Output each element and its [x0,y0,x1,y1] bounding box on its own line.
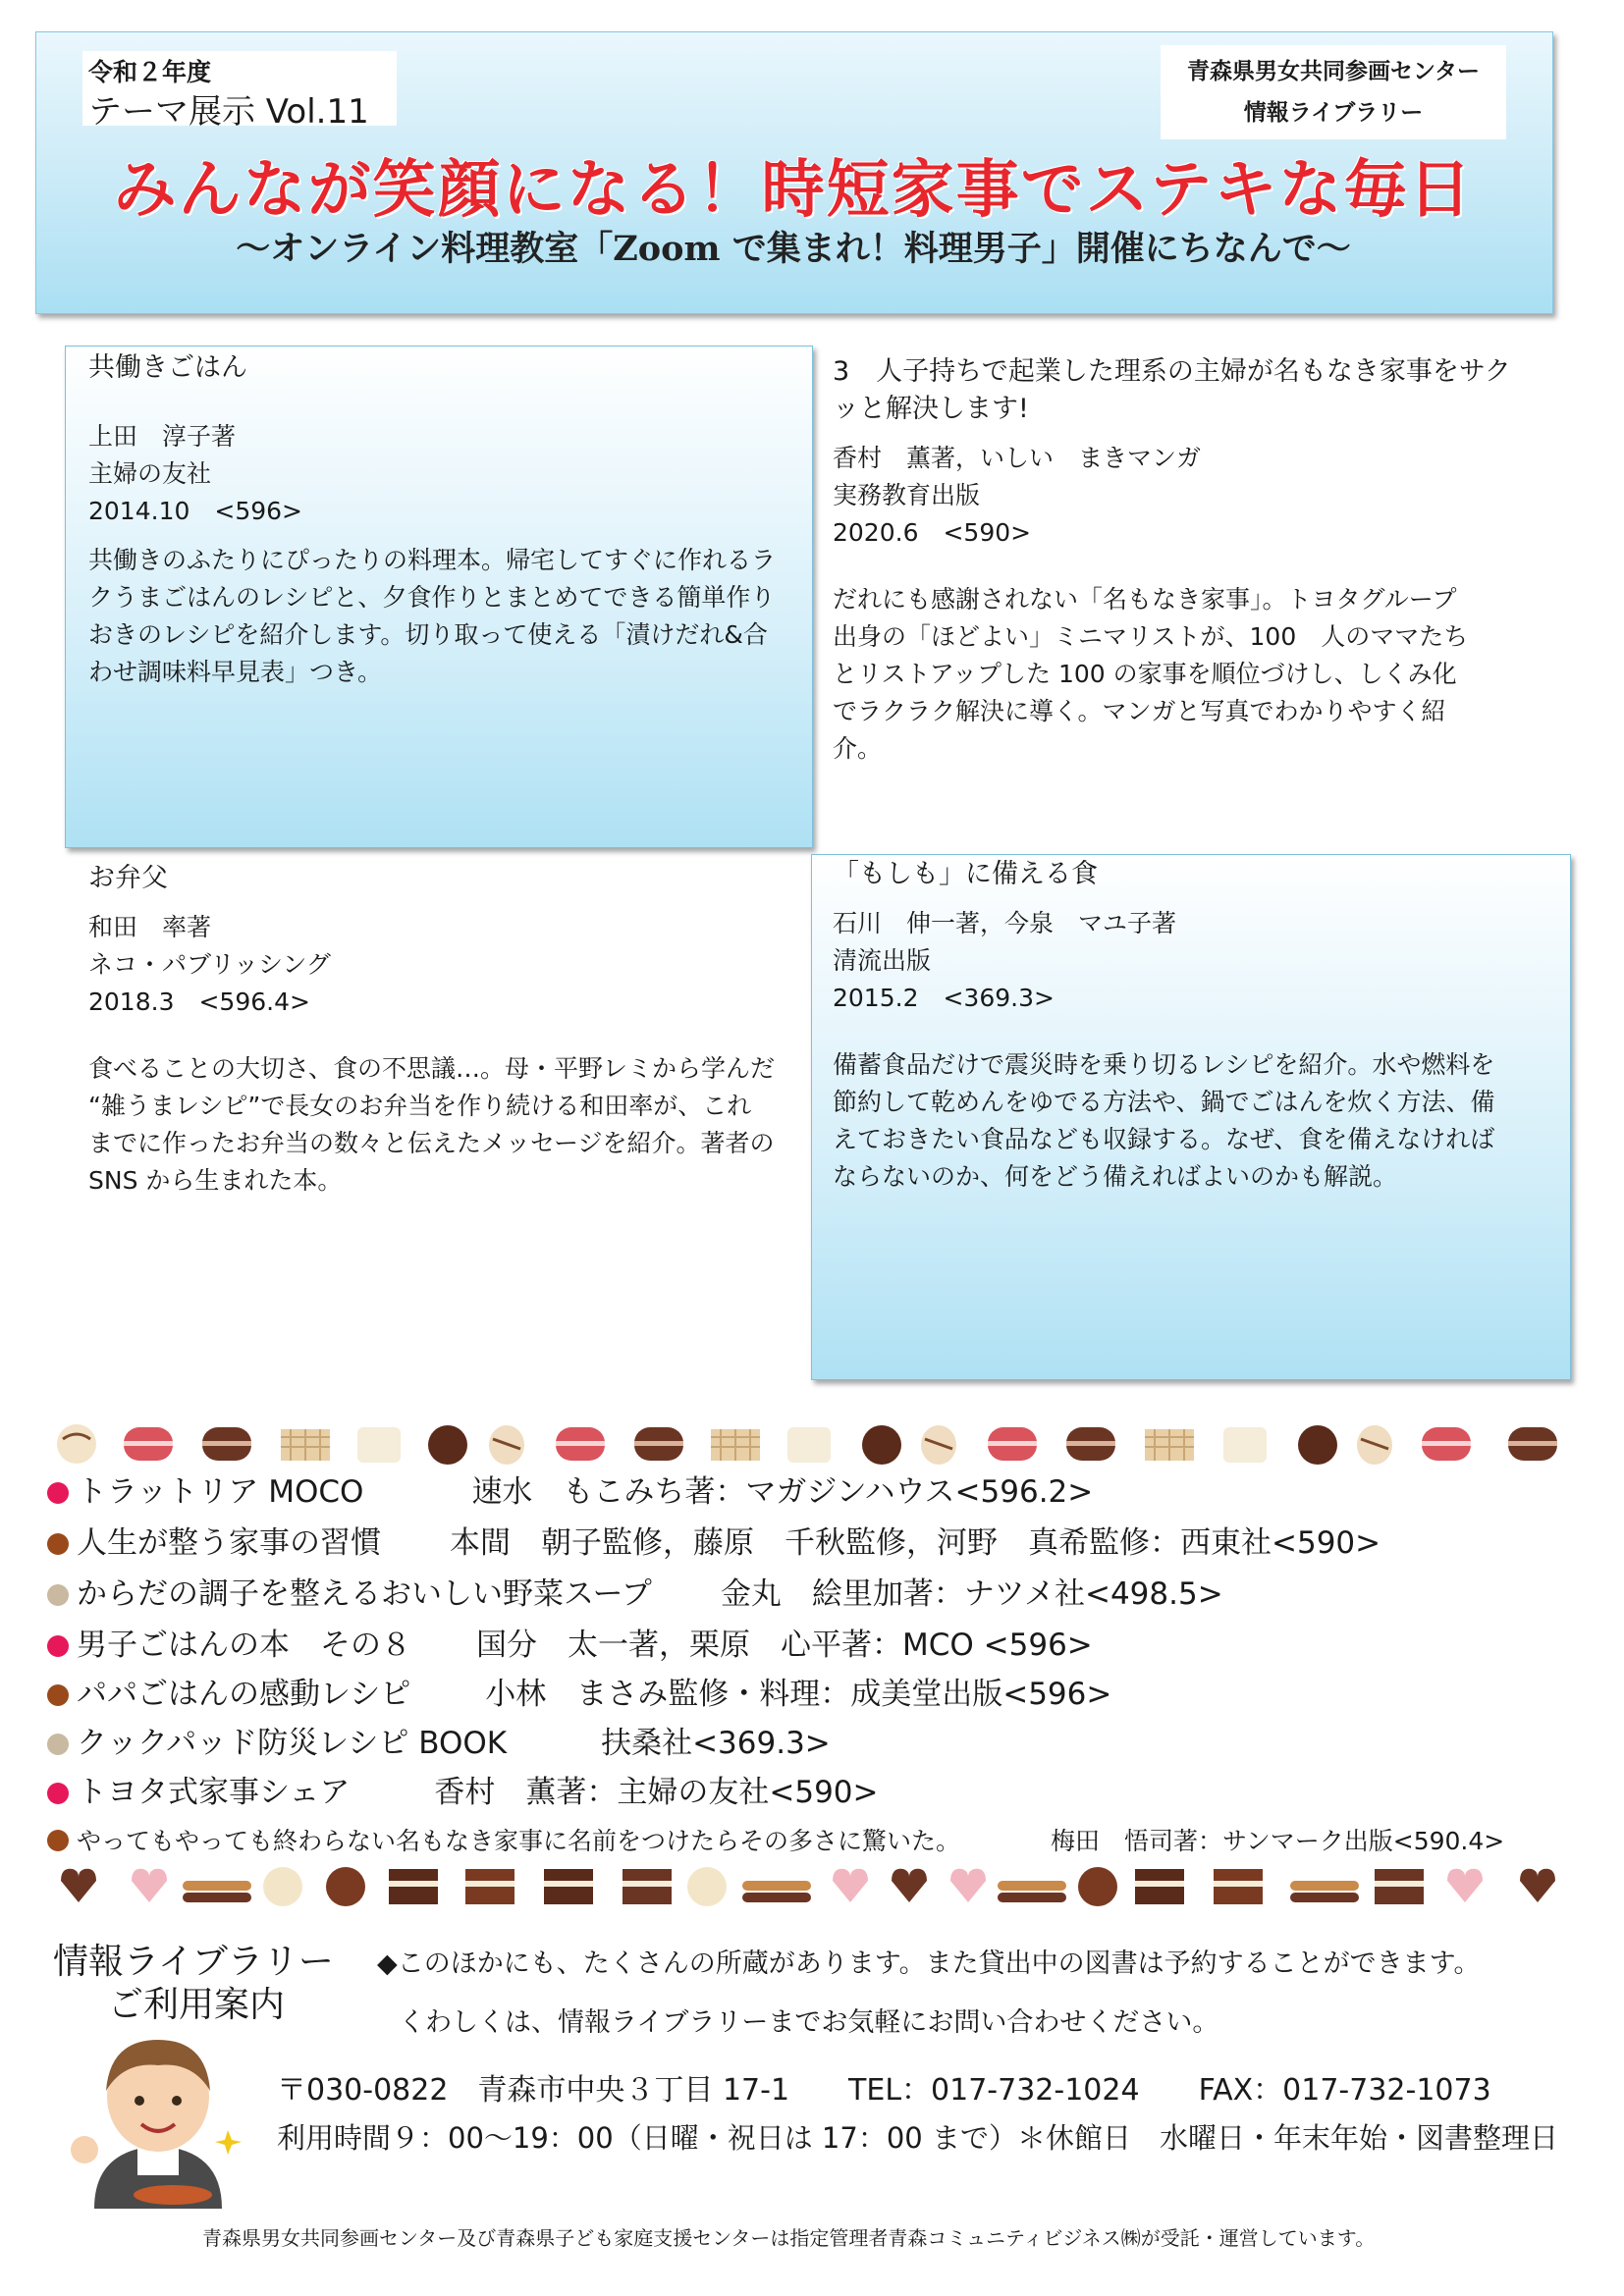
list-item [47,1569,1223,1613]
desc-line: とリストアップした 100 の家事を順位づけし、しくみ化 [833,660,1457,688]
book-author: 和田 率著 [88,913,212,941]
cake-slice-icon [465,1869,514,1904]
page-title: みんなが笑顔になる！時短家事でステキな毎日 [113,154,1474,227]
book-author: 香村 薫著，いしい まきマンガ [833,444,1202,472]
wafer-icon [711,1429,760,1461]
org-name: 青森県男女共同参画センター [1186,59,1481,84]
desc-line: でラクラク解決に導く。マンガと写真でわかりやすく紹 [833,697,1446,725]
holdings-note: ◆このほかにも、たくさんの所蔵があります。また貸出中の図書は予約することができます。 [377,1949,1481,1979]
list-item [47,1718,831,1762]
list-item [47,1669,1111,1713]
macaron-icon [1508,1427,1557,1461]
book-author: 石川 伸一著，今泉 マユ子著 [833,909,1177,937]
desc-line: わせ調味料早見表」つき。 [88,658,383,686]
desc-line: SNS から生まれた本。 [88,1166,343,1195]
desc-line: までに作ったお弁当の数々と伝えたメッセージを紹介。著者の [88,1129,775,1157]
fiscal-year: 令和２年度 [88,58,212,86]
heart-chocolate-icon [1447,1869,1483,1902]
wafer-roll-icon [183,1881,251,1902]
heart-chocolate-icon [132,1869,167,1902]
desc-line: 節約して乾めんをゆでる方法や、鍋でごはんを炊く方法、備 [833,1088,1495,1116]
list-info: 速水 もこみち著：マガジンハウス<596.2> [471,1474,1094,1510]
bullet-icon [47,1830,69,1851]
cake-slice-icon [1214,1869,1263,1904]
desc-line: 出身の「ほどよい」ミニマリストが、100 人のママたち [833,622,1469,651]
library-guide-title: 情報ライブラリー [53,1942,334,1982]
wafer-icon [1145,1429,1194,1461]
book-publisher: ネコ・パブリッシング [88,950,331,979]
desc-line: えておきたい食品なども収録する。なぜ、食を備えなければ [833,1125,1495,1153]
management-note: 青森県男女共同参画センター及び青森県子ども家庭支援センターは指定管理者青森コミュニティビジネス㈱が受託・運営しています。 [202,2226,1376,2250]
list-title: からだの調子を整えるおいしい野菜スープ [77,1576,652,1612]
chocolate-icon [357,1427,401,1463]
list-info: 香村 薫著：主婦の友社<590> [434,1775,879,1810]
book-date-class: 2020.6 <590> [833,518,1032,547]
cake-slice-icon [389,1869,438,1904]
book-entry [833,353,1549,768]
heart-chocolate-icon [950,1869,986,1902]
cake-slice-icon [1135,1869,1184,1904]
bullet-icon [47,1482,69,1504]
list-item [47,1767,879,1811]
chocolate-icon [787,1427,831,1463]
chocolate-icon [1357,1425,1392,1465]
macaron-icon [988,1427,1037,1461]
list-info: 本間 朝子監修，藤原 千秋監修，河野 真希監修：西東社<590> [450,1525,1381,1561]
list-info: 扶桑社<369.3> [601,1726,831,1761]
list-title: 人生が整う家事の習慣 [77,1525,381,1561]
page-subtitle: ～オンライン料理教室「Zoom で集まれ！料理男子」開催にちなんで～ [236,229,1351,269]
book-title-cont: ッと解決します! [833,394,1029,424]
book-title: 3 人子持ちで起業した理系の主婦が名もなき家事をサク [833,356,1511,387]
book-title: お弁父 [88,863,168,893]
book-title: 「もしも」に備える食 [833,859,1098,889]
bullet-icon [47,1734,69,1755]
desc-line: ならないのか、何をどう備えればよいのかも解説。 [833,1162,1398,1191]
list-title: トヨタ式家事シェア [77,1775,351,1810]
chocolate-icon [326,1867,365,1906]
book-entry [833,856,1549,1196]
chocolate-icon [862,1425,901,1465]
heart-chocolate-icon [833,1869,868,1902]
list-title: パパごはんの感動レシピ [77,1677,411,1712]
desc-line: 共働きのふたりにぴったりの料理本。帰宅してすぐに作れるラ [88,546,777,574]
list-info: 梅田 悟司著：サンマーク出版<590.4> [1051,1827,1505,1855]
chocolate-icon [921,1425,956,1465]
book-description [833,581,1549,768]
wafer-roll-icon [1290,1881,1359,1902]
heart-chocolate-icon [892,1869,927,1902]
wafer-roll-icon [742,1881,811,1902]
bullet-icon [47,1584,69,1606]
macaron-icon [124,1427,173,1461]
list-title: トラットリア MOCO [77,1474,364,1510]
book-date-class: 2018.3 <596.4> [88,988,310,1016]
sweets-border-bottom [55,1851,1583,1920]
desc-line: 食べることの大切さ、食の不思議…。母・平野レミから学んだ [88,1054,776,1083]
library-name: 情報ライブラリー [1243,100,1424,126]
macaron-icon [1422,1427,1471,1461]
list-title: 男子ごはんの本 その８ [77,1628,411,1663]
bullet-icon [47,1533,69,1555]
address-phone-fax: 〒030-0822 青森市中央３丁目 17-1 TEL：017-732-1024 FAX：017-732-1073 [277,2073,1491,2108]
heart-chocolate-icon [1520,1869,1555,1902]
heart-chocolate-icon [61,1869,96,1902]
list-info: 小林 まさみ監修・料理：成美堂出版<596> [485,1677,1112,1712]
book-title: 共働きごはん [88,352,247,383]
macaron-icon [202,1427,251,1461]
opening-hours: 利用時間９：00～19：00（日曜・祝日は 17：00 まで）＊休館日 水曜日・年末年始・図書整理日 [277,2121,1558,2155]
cookie-icon [263,1867,302,1906]
desc-line: 介。 [833,734,883,763]
chocolate-icon [489,1425,524,1465]
cake-slice-icon [623,1869,672,1904]
desc-line: “雑うまレシピ”で長女のお弁当を作り続ける和田率が、これ [88,1092,752,1120]
book-author: 上田 淳子著 [88,422,237,451]
book-publisher: 実務教育出版 [833,481,981,509]
list-info: 国分 太一著，栗原 心平著：MCO <596> [476,1628,1093,1663]
desc-line: 備蓄食品だけで震災時を乗り切るレシピを紹介。水や燃料を [833,1050,1495,1079]
macaron-icon [1066,1427,1115,1461]
library-guide-subtitle: ご利用案内 [108,1985,286,2025]
macaron-icon [57,1424,96,1464]
macaron-icon [556,1427,605,1461]
contact-note: くわしくは、情報ライブラリーまでお気軽にお問い合わせください。 [399,2007,1219,2038]
book-publisher: 清流出版 [833,946,932,975]
bullet-icon [47,1684,69,1706]
book-entry [88,349,805,691]
chocolate-icon [1223,1427,1267,1463]
list-title: やってもやっても終わらない名もなき家事に名前をつけたらその多さに驚いた。 [77,1827,961,1855]
cookie-icon [687,1867,727,1906]
list-title: クックパッド防災レシピ BOOK [77,1726,508,1761]
macaron-icon [634,1427,683,1461]
chef-illustration-icon [55,2022,261,2209]
chocolate-icon [428,1425,467,1465]
book-date-class: 2015.2 <369.3> [833,984,1055,1012]
bullet-icon [47,1783,69,1804]
chocolate-icon [1078,1867,1117,1906]
book-description [88,542,805,691]
book-description [833,1046,1549,1196]
list-item [47,1467,1093,1511]
list-item [47,1518,1380,1562]
cake-slice-icon [544,1869,593,1904]
bullet-icon [47,1635,69,1657]
list-info: 金丸 絵里加著：ナツメ社<498.5> [720,1576,1223,1612]
chocolate-icon [1298,1425,1337,1465]
desc-line: だれにも感謝されない「名もなき家事」。トヨタグループ [833,585,1457,614]
wafer-roll-icon [998,1881,1066,1902]
cake-slice-icon [1375,1869,1424,1904]
desc-line: おきのレシピを紹介します。切り取って使える「漬けだれ&合 [88,620,768,649]
book-entry [88,860,805,1200]
book-description [88,1050,805,1200]
list-item [47,1620,1093,1664]
book-date-class: 2014.10 <596> [88,497,302,525]
exhibit-series: テーマ展示 Vol.11 [88,92,369,132]
wafer-icon [281,1429,330,1461]
book-publisher: 主婦の友社 [88,459,212,488]
desc-line: クうまごはんのレシピと、夕食作りとまとめてできる簡単作り [88,583,776,612]
